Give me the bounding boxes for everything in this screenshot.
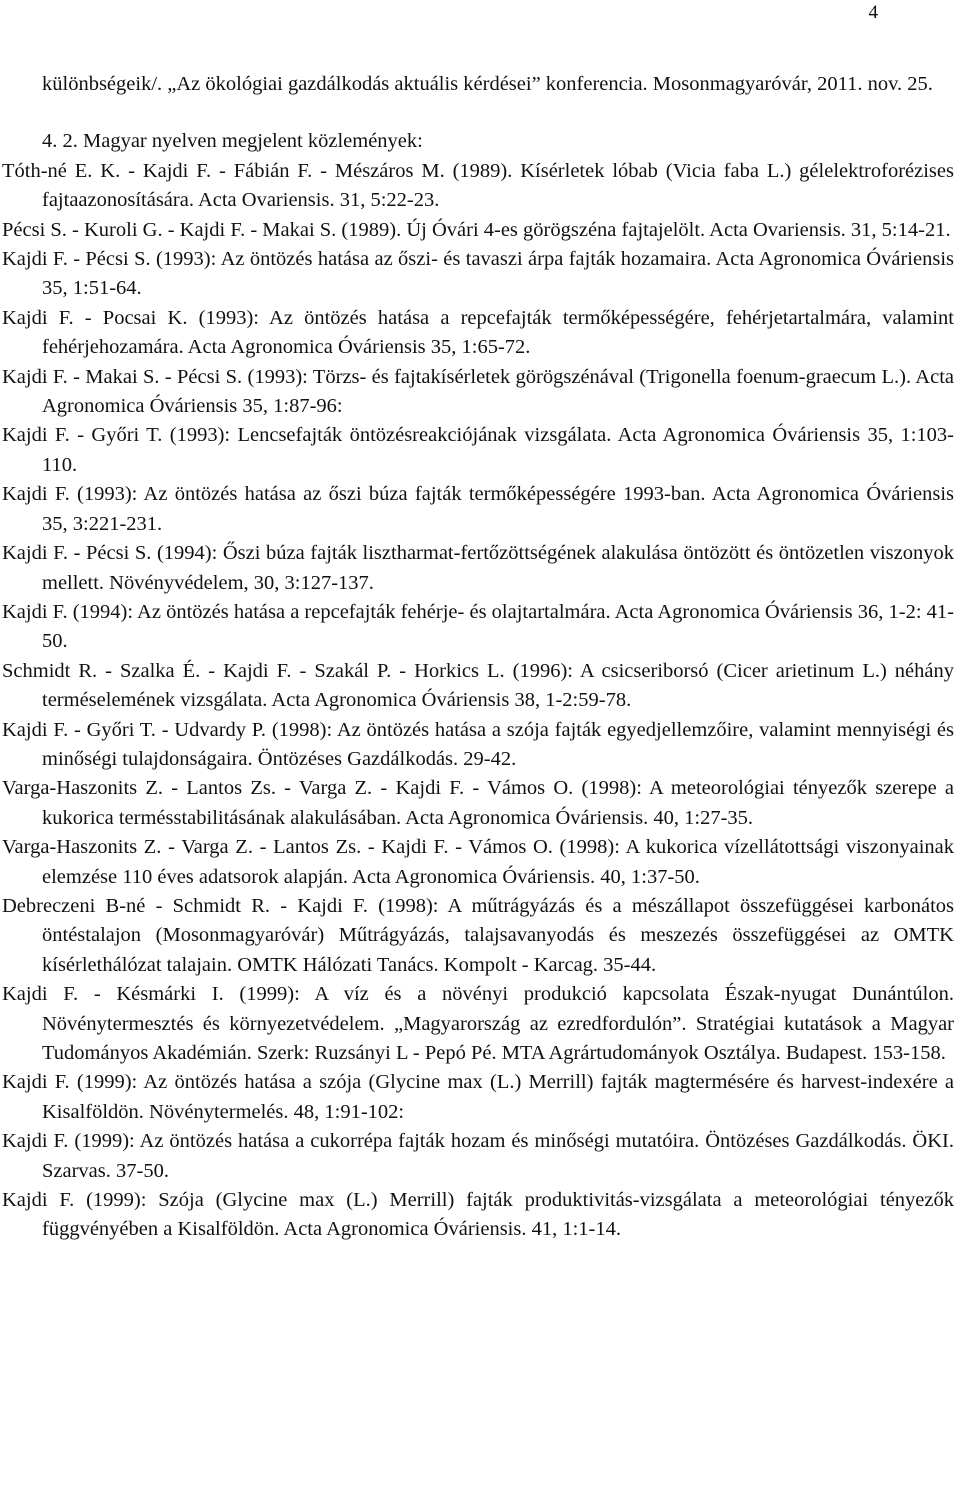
reference-entry: Debreczeni B-né - Schmidt R. - Kajdi F. (1998): A műtrágyázás és a mészállapot összefüggései karbonátos öntéstalajon (Mosonmagyaróvár) Műtrágyázás, talajsavanyodás és meszezés összefüggései az OMTK kísérlethálózat talajain. OMTK Hálózati Tanács. Kompolt - Karcag. 35-44. [2,894,954,976]
reference-entry: Kajdi F. (1999): Szója (Glycine max (L.) Merrill) fajták produktivitás-vizsgálata a meteorológiai tényezők függvényében a Kisalföldön. Acta Agronomica Óváriensis. 41, 1:1-14. [2,1189,954,1241]
reference-entry: Kajdi F. - Győri T. - Udvardy P. (1998): Az öntözés hatása a szója fajták egyedjellemzőire, valamint mennyiségi és minőségi tulajdonságaira. Öntözéses Gazdálkodás. 29-42. [2,718,954,770]
reference-entry: Kajdi F. - Pocsai K. (1993): Az öntözés hatása a repcefajták termőképességére, fehérjetartalmára, valamint fehérjehozamára. Acta Agronomica Óváriensis 35, 1:65-72. [2,306,954,359]
section-heading: 4. 2. Magyar nyelven megjelent közlemények: [42,130,423,153]
reference-entry: Kajdi F. - Pécsi S. (1993): Az öntözés hatása az őszi- és tavaszi árpa fajták hozamaira. Acta Agronomica Óváriensis 35, 1:51-64. [2,248,954,300]
reference-entry: Kajdi F. - Győri T. (1993): Lencsefajták öntözésreakciójának vizsgálata. Acta Agronomica Óváriensis 35, 1:103-110. [2,424,954,476]
document-body [0,70,960,1245]
reference-entry: Kajdi F. - Késmárki I. (1999): A víz és a növényi produkció kapcsolata Észak-nyugat Dunántúlon. Növénytermesztés és környezetvédelem. „Magyarország az ezredfordulón”. Stratégiai kutatások a Magyar Tudományos Akadémián. Szerk: Ruzsányi L - Pepó Pé. MTA Agrártudományok Osztálya. Budapest. 153-158. [2,983,954,1064]
reference-entry: Kajdi F. (1994): Az öntözés hatása a repcefajták fehérje- és olajtartalmára. Acta Agronomica Óváriensis 36, 1-2: 41-50. [2,600,954,653]
spacer [0,99,960,127]
reference-entry: Kajdi F. (1993): Az öntözés hatása az őszi búza fajták termőképességére 1993-ban. Acta Agronomica Óváriensis 35, 3:221-231. [2,483,954,535]
reference-entry: Tóth-né E. K. - Kajdi F. - Fábián F. - Mészáros M. (1989). Kísérletek lóbab (Vicia faba L.) gélelektroforézises fajtaazonosítására. Acta Ovariensis. 31, 5:22-23. [2,159,954,212]
reference-entry: Pécsi S. - Kuroli G. - Kajdi F. - Makai S. (1989). Új Óvári 4-es görögszéna fajtajelölt. Acta Ovariensis. 31, 5:14-21. [2,218,951,241]
page-number: 4 [868,2,878,23]
reference-entry: Varga-Haszonits Z. - Varga Z. - Lantos Zs. - Kajdi F. - Vámos O. (1998): A kukorica vízellátottsági viszonyainak elemzése 110 éves adatsorok alapján. Acta Agronomica Óváriensis. 40, 1:37-50. [2,836,954,888]
intro-continuation: különbségeik/. „Az ökológiai gazdálkodás aktuális kérdései” konferencia. Mosonmagyaróvár, 2011. nov. 25. [42,73,933,95]
reference-entry: Kajdi F. (1999): Az öntözés hatása a szója (Glycine max (L.) Merrill) fajták magtermésére és harvest-indexére a Kisalföldön. Növénytermelés. 48, 1:91-102: [2,1071,954,1123]
reference-entry: Kajdi F. - Makai S. - Pécsi S. (1993): Törzs- és fajtakísérletek görögszénával (Trigonella foenum-graecum L.). Acta Agronomica Óváriensis 35, 1:87-96: [2,365,954,418]
reference-entry: Schmidt R. - Szalka É. - Kajdi F. - Szakál P. - Horkics L. (1996): A csicseriborsó (Cicer arietinum L.) néhány terméselemének vizsgálata. Acta Agronomica Óváriensis 38, 1-2:59-78. [2,659,954,712]
reference-entry: Varga-Haszonits Z. - Lantos Zs. - Varga Z. - Kajdi F. - Vámos O. (1998): A meteorológiai tényezők szerepe a kukorica termésstabilitásának alakulásában. Acta Agronomica Óváriensis. 40, 1:27-35. [2,777,954,829]
reference-list [0,157,960,1245]
reference-entry: Kajdi F. - Pécsi S. (1994): Őszi búza fajták lisztharmat-fertőzöttségének alakulása öntözött és öntözetlen viszonyok mellett. Növényvédelem, 30, 3:127-137. [2,542,954,594]
reference-entry: Kajdi F. (1999): Az öntözés hatása a cukorrépa fajták hozam és minőségi mutatóira. Öntözéses Gazdálkodás. ÖKI. Szarvas. 37-50. [2,1130,954,1182]
